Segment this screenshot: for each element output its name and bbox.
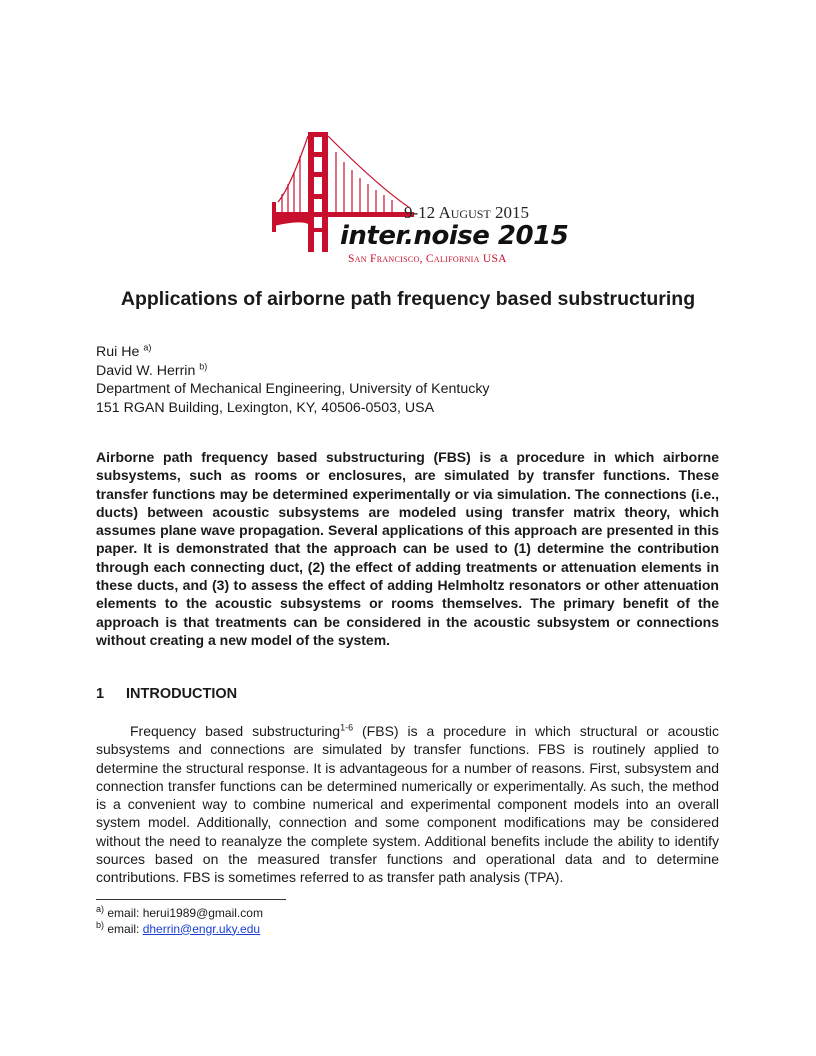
section-heading-introduction (96, 686, 237, 702)
paper-title: Applications of airborne path frequency based substructuring (120, 288, 696, 310)
intro-text-rest: (FBS) is a procedure in which structural or acoustic subsystems and connections are simulated by transfer functions. FBS is routinely applied to determine the structural response. It is advantageous for a number of reasons. First, subsystem and connection transfer functions can be determined numerically or experimentally. As such, the method is a convenient way to combine numerical and experimental component models into an overall system model. Additionally, connection and some component modifications may be considered without the need to reanalyze the complete system. Additional benefits include the ability to identify sources based on the measured transfer functions and operational data and to determine contributions. FBS is sometimes referred to as transfer path analysis (TPA). (96, 723, 719, 886)
citation-ref: 1-6 (340, 722, 354, 733)
introduction-paragraph (96, 722, 719, 887)
author-2-footnote-mark: b) (199, 360, 208, 371)
author-block (96, 343, 490, 417)
intro-text-start: Frequency based substructuring (130, 723, 341, 739)
author-1 (96, 343, 490, 362)
author-2-name: David W. Herrin (96, 362, 196, 379)
author-1-name: Rui He (96, 344, 140, 360)
footnote-a-text: email: herui1989@gmail.com (104, 906, 263, 920)
address: 151 RGAN Building, Lexington, KY, 40506-0503, USA (96, 399, 435, 416)
footnote-divider (96, 899, 286, 900)
footnote-b (96, 919, 263, 938)
author-2 (96, 362, 490, 381)
section-title: INTRODUCTION (126, 686, 238, 702)
email-link[interactable]: dherrin@engr.uky.edu (142, 921, 261, 936)
conference-name: inter.noise 2015 (340, 221, 569, 251)
footnote-b-label: email: (104, 921, 143, 936)
footnotes (96, 906, 263, 937)
conference-date: 9-12 August 2015 (404, 203, 530, 222)
section-number: 1 (96, 686, 105, 702)
footnote-a (96, 906, 263, 922)
footnote-a-mark: a) (96, 904, 105, 914)
conference-logo (270, 128, 569, 268)
affiliation: Department of Mechanical Engineering, University of Kentucky (96, 381, 490, 397)
author-1-footnote-mark: a) (143, 342, 152, 353)
conference-location: San Francisco, California USA (348, 253, 507, 265)
footnote-b-mark: b) (96, 919, 105, 930)
abstract: Airborne path frequency based substructuring (FBS) is a procedure in which airborne subsystems, such as rooms or enclosures, are simulated by transfer functions. These transfer functions may be determined experimentally or via simulation. The connections (i.e., ducts) between acoustic subsystems are modeled using transfer matrix theory, which assumes plane wave propagation. Several applications of this approach are presented in this paper. It is demonstrated that the approach can be used to (1) determine the contribution through each connecting duct, (2) the effect of adding treatments or attenuation elements in these ducts, and (3) to assess the effect of adding Helmholtz resonators or other attenuation elements to the acoustic subsystems or rooms themselves. The primary benefit of the approach is that treatments can be considered in the acoustic subsystem or connections without creating a new model of the system. (96, 449, 719, 648)
